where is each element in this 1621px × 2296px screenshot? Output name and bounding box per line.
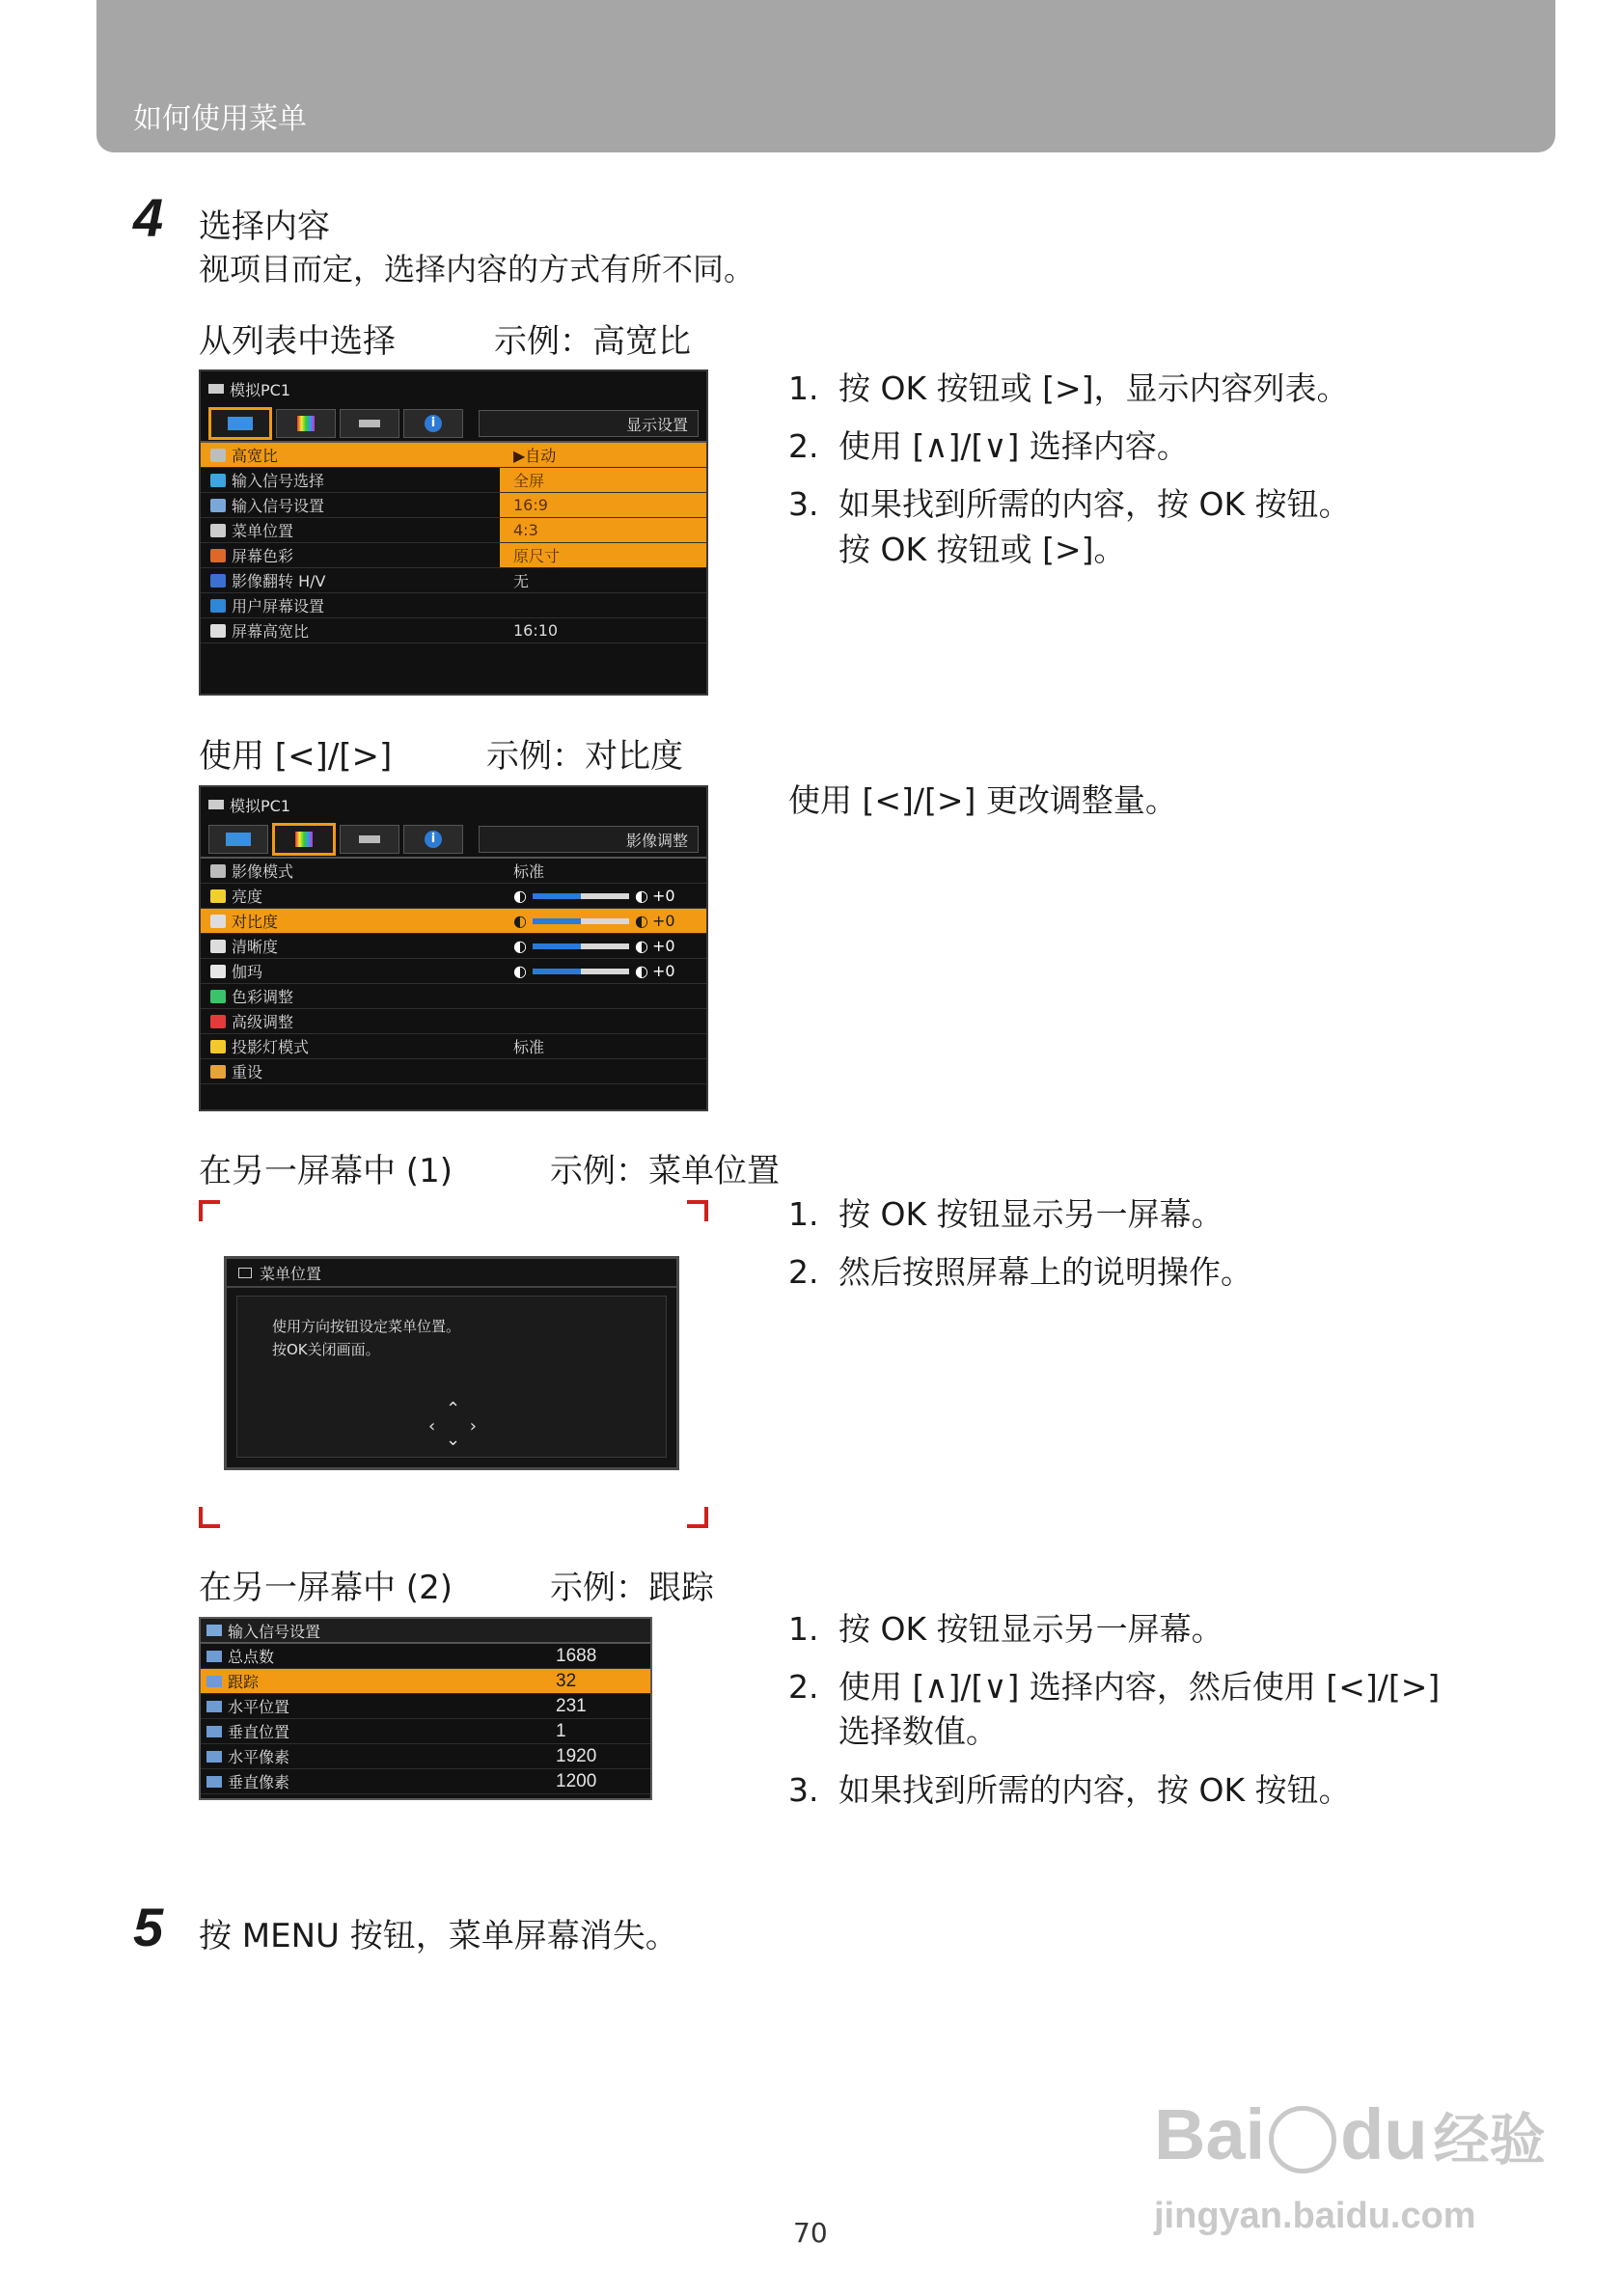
info-icon: i <box>425 415 442 432</box>
menu-item-value <box>500 934 706 958</box>
adjust-icon: ◐ <box>634 937 648 955</box>
menu-item-value[interactable]: 全屏 <box>500 468 706 492</box>
list-item: 3. 如果找到所需的内容，按 OK 按钮。 按 OK 按钮或 [>]。 <box>788 485 1351 568</box>
menu-item-value[interactable]: 4:3 <box>500 518 706 542</box>
adjust-slider[interactable] <box>533 969 629 974</box>
section-list-steps <box>788 367 1560 572</box>
osd-menu-row[interactable] <box>201 1719 650 1744</box>
osd-menu-row[interactable] <box>201 568 706 593</box>
menu-item-label: 垂直像素 <box>228 1773 290 1791</box>
adjust-value: +0 <box>651 962 675 980</box>
osd-menu-row[interactable] <box>201 859 706 884</box>
tracking-title: 输入信号设置 <box>228 1622 321 1641</box>
menu-item-value: 1 <box>556 1720 566 1741</box>
info-icon: i <box>425 831 442 848</box>
menu-item-label: 重设 <box>232 1063 263 1081</box>
baidu-watermark-logo: Bai du 经验 <box>1154 2094 1546 2174</box>
tab-display-settings[interactable] <box>208 407 272 440</box>
osd-menu-row[interactable] <box>201 493 706 518</box>
adjust-slider[interactable] <box>533 893 629 899</box>
display-icon <box>228 417 253 430</box>
osd-menu-row[interactable] <box>201 543 706 568</box>
osd-source-bar <box>201 787 706 822</box>
osd-menu-position-dialog <box>224 1256 679 1470</box>
step-5-number: 5 <box>133 1897 164 1957</box>
menu-item-value[interactable]: 原尺寸 <box>500 543 706 567</box>
menu-item-label: 跟踪 <box>228 1673 260 1691</box>
section-other2-heading: 在另一屏幕中 (2) <box>199 1569 453 1607</box>
menu-item-value: 32 <box>556 1670 577 1691</box>
menu-item-icon <box>210 499 226 512</box>
menu-item-value <box>500 884 706 908</box>
osd-menu-row[interactable] <box>201 959 706 984</box>
osd-menu-row[interactable] <box>201 909 706 934</box>
osd-menu-row[interactable] <box>201 884 706 909</box>
crop-mark-top-left <box>199 1200 220 1221</box>
baidu-watermark-url: jingyan.baidu.com <box>1154 2196 1476 2236</box>
osd-tabs <box>201 822 706 859</box>
slider-fill <box>533 969 581 974</box>
display-icon <box>226 833 251 846</box>
menu-item-label: 水平位置 <box>228 1698 290 1716</box>
osd-menu-row[interactable] <box>201 518 706 543</box>
osd-source-label: 模拟PC1 <box>230 796 291 815</box>
menu-item-icon <box>210 864 226 878</box>
adjust-icon: ◐ <box>634 912 648 930</box>
crop-mark-top-right <box>687 1200 708 1221</box>
tab-info[interactable] <box>403 409 463 438</box>
menu-item-icon <box>206 1751 222 1763</box>
menu-item-value: 无 <box>513 572 530 590</box>
menu-item-label: 高级调整 <box>232 1013 294 1031</box>
osd-menu-row[interactable] <box>201 468 706 493</box>
menu-item-value <box>500 959 706 983</box>
tab-setup[interactable] <box>340 409 399 438</box>
menu-item-label: 垂直位置 <box>228 1723 290 1741</box>
adjust-icon: ◐ <box>513 887 527 905</box>
menu-item-icon <box>210 524 226 537</box>
menu-item-icon <box>206 1676 222 1687</box>
menu-item-value <box>500 593 706 617</box>
menu-item-label: 亮度 <box>232 888 263 906</box>
menu-item-label: 影像模式 <box>232 862 294 881</box>
menu-item-value: 1920 <box>556 1745 597 1766</box>
input-icon <box>208 800 224 809</box>
menu-item-icon <box>210 1040 226 1053</box>
adjust-icon: ◐ <box>513 962 527 980</box>
osd-menu-row[interactable] <box>201 1009 706 1034</box>
menu-item-label: 用户屏幕设置 <box>232 597 325 615</box>
osd-menu-row[interactable] <box>201 1034 706 1059</box>
direction-pad[interactable] <box>428 1399 477 1453</box>
slider-fill <box>533 943 581 949</box>
header-bar <box>96 0 1555 152</box>
menu-item-icon <box>210 940 226 953</box>
osd-source-label: 模拟PC1 <box>230 380 291 399</box>
menu-item-icon <box>210 549 226 562</box>
osd-aspect-rows <box>201 443 706 643</box>
menu-item-value[interactable]: 16:9 <box>500 493 706 517</box>
menu-item-icon <box>210 599 226 613</box>
menu-item-value: 16:10 <box>513 621 559 640</box>
menu-item-label: 输入信号设置 <box>232 497 325 515</box>
list-item: 1. 按 OK 按钮显示另一屏幕。 <box>788 1195 1223 1233</box>
osd-contrast-rows <box>201 859 706 1084</box>
menu-item-icon <box>210 889 226 903</box>
osd-menu-row[interactable] <box>201 1059 706 1084</box>
slider-fill <box>533 893 581 899</box>
menu-item-icon <box>206 1701 222 1712</box>
crop-mark-bottom-left <box>199 1507 220 1528</box>
osd-tabs <box>201 406 706 443</box>
osd-tracking-screen <box>199 1617 652 1800</box>
menu-item-label: 色彩调整 <box>232 988 294 1006</box>
setup-icon <box>359 420 380 427</box>
step-4-description: 视项目而定，选择内容的方式有所不同。 <box>199 251 756 287</box>
adjust-value: +0 <box>651 887 675 905</box>
section-list-example: 示例：高宽比 <box>494 322 691 361</box>
section-other1-example: 示例：菜单位置 <box>550 1152 780 1190</box>
list-item: 2. 使用 [∧]/[∨] 选择内容，然后使用 [<]/[>] 选择数值。 <box>788 1668 1441 1751</box>
setup-icon <box>359 835 380 843</box>
step-4-number: 4 <box>133 187 164 248</box>
arrow-up-icon[interactable]: ⌃ <box>446 1399 461 1419</box>
menu-item-icon <box>210 574 226 588</box>
osd-menu-row[interactable] <box>201 618 706 643</box>
tab-image-adjust[interactable] <box>276 409 336 438</box>
menu-item-value: 1688 <box>556 1645 597 1666</box>
header-title: 如何使用菜单 <box>133 102 307 136</box>
menu-item-value[interactable]: ▶自动 <box>500 443 706 467</box>
tab-display-settings[interactable] <box>208 825 268 854</box>
menu-item-icon <box>210 965 226 978</box>
menu-item-icon <box>210 624 226 638</box>
section-other1-steps <box>788 1192 1560 1308</box>
menu-item-icon <box>210 990 226 1003</box>
menu-item-icon <box>206 1651 222 1662</box>
paw-icon <box>1269 2106 1336 2173</box>
menu-item-icon <box>206 1726 222 1737</box>
osd-tab-title: 显示设置 <box>479 410 699 437</box>
menu-item-label: 输入信号选择 <box>232 472 325 490</box>
menu-item-label: 总点数 <box>228 1648 275 1666</box>
osd-tab-title: 影像调整 <box>479 826 699 853</box>
osd-source-bar <box>201 371 706 406</box>
color-bars-icon <box>297 416 315 431</box>
menu-item-value <box>500 1009 706 1033</box>
menu-item-icon <box>210 1065 226 1079</box>
menu-item-label: 影像翻转 H/V <box>232 572 326 590</box>
osd-menu-row[interactable] <box>201 1744 650 1769</box>
section-arrows-text: 使用 [<]/[>] 更改调整量。 <box>788 781 1177 819</box>
list-item: 2. 使用 [∧]/[∨] 选择内容。 <box>788 427 1189 466</box>
menu-item-label: 投影灯模式 <box>232 1038 310 1056</box>
input-signal-icon <box>206 1625 222 1636</box>
menu-item-label: 对比度 <box>232 913 279 931</box>
osd-menu-row[interactable] <box>201 1769 650 1794</box>
dialog-instruction: 使用方向按钮设定菜单位置。 <box>272 1318 461 1335</box>
adjust-value: +0 <box>651 937 675 955</box>
menu-item-value <box>500 984 706 1008</box>
menu-item-label: 屏幕高宽比 <box>232 622 310 641</box>
menu-item-value <box>500 909 706 933</box>
menu-item-icon <box>210 915 226 928</box>
menu-item-icon <box>206 1776 222 1788</box>
list-item: 3. 如果找到所需的内容，按 OK 按钮。 <box>788 1770 1351 1809</box>
dialog-close-hint: 按OK关闭画面。 <box>272 1341 380 1358</box>
section-other2-example: 示例：跟踪 <box>550 1569 714 1607</box>
osd-menu-row[interactable] <box>201 1644 650 1669</box>
page-number: 70 <box>793 2217 828 2249</box>
input-icon <box>208 384 224 394</box>
osd-menu-row[interactable] <box>201 1669 650 1694</box>
menu-item-icon <box>210 449 226 462</box>
adjust-value: +0 <box>651 912 675 930</box>
adjust-icon: ◐ <box>513 912 527 930</box>
osd-menu-row[interactable] <box>201 593 706 618</box>
adjust-icon: ◐ <box>634 962 648 980</box>
arrow-down-icon[interactable]: ⌄ <box>446 1430 461 1450</box>
section-arrows-example: 示例：对比度 <box>486 737 683 776</box>
osd-contrast-screen <box>199 785 708 1111</box>
dialog-titlebar <box>227 1259 676 1288</box>
tab-info[interactable] <box>403 825 463 854</box>
osd-aspect-screen <box>199 369 708 696</box>
list-item: 1. 按 OK 按钮显示另一屏幕。 <box>788 1610 1223 1648</box>
crop-mark-bottom-right <box>687 1507 708 1528</box>
section-other2-steps <box>788 1607 1580 1826</box>
menu-item-label: 屏幕色彩 <box>232 547 294 565</box>
menu-item-value <box>500 1059 706 1083</box>
osd-menu-row[interactable] <box>201 443 706 468</box>
osd-menu-row[interactable] <box>201 934 706 959</box>
slider-fill <box>533 918 581 924</box>
menu-item-value: 标准 <box>513 862 545 881</box>
list-item: 2. 然后按照屏幕上的说明操作。 <box>788 1253 1252 1292</box>
adjust-icon: ◐ <box>513 937 527 955</box>
menu-item-value: 标准 <box>513 1038 545 1056</box>
menu-item-label: 清晰度 <box>232 938 279 956</box>
tab-setup[interactable] <box>340 825 399 854</box>
color-bars-icon <box>295 832 313 847</box>
section-other1-heading: 在另一屏幕中 (1) <box>199 1152 453 1190</box>
menu-item-value: 231 <box>556 1695 587 1716</box>
menu-item-label: 伽玛 <box>232 963 263 981</box>
menu-item-icon <box>210 1015 226 1028</box>
menu-position-icon <box>238 1268 252 1278</box>
arrow-right-icon[interactable]: › <box>469 1416 477 1436</box>
menu-item-label: 水平像素 <box>228 1748 290 1766</box>
dialog-body <box>236 1296 667 1458</box>
list-item: 1. 按 OK 按钮或 [>]，显示内容列表。 <box>788 369 1349 407</box>
section-arrows-heading: 使用 [<]/[>] <box>199 737 393 776</box>
menu-item-label: 菜单位置 <box>232 522 294 540</box>
dialog-title: 菜单位置 <box>260 1264 322 1283</box>
arrow-left-icon[interactable]: ‹ <box>428 1416 436 1436</box>
menu-item-value: 1200 <box>556 1770 597 1791</box>
adjust-icon: ◐ <box>634 887 648 905</box>
step-4-title: 选择内容 <box>199 207 330 246</box>
step-5-text: 按 MENU 按钮，菜单屏幕消失。 <box>199 1917 678 1955</box>
tracking-rows <box>201 1644 650 1794</box>
tab-image-adjust[interactable] <box>272 823 336 856</box>
section-list-heading: 从列表中选择 <box>199 322 396 361</box>
osd-menu-row[interactable] <box>201 984 706 1009</box>
adjust-slider[interactable] <box>533 943 629 949</box>
tracking-titlebar <box>201 1619 650 1644</box>
adjust-slider[interactable] <box>533 918 629 924</box>
menu-item-label: 高宽比 <box>232 447 279 465</box>
menu-item-icon <box>210 474 226 487</box>
osd-menu-row[interactable] <box>201 1694 650 1719</box>
